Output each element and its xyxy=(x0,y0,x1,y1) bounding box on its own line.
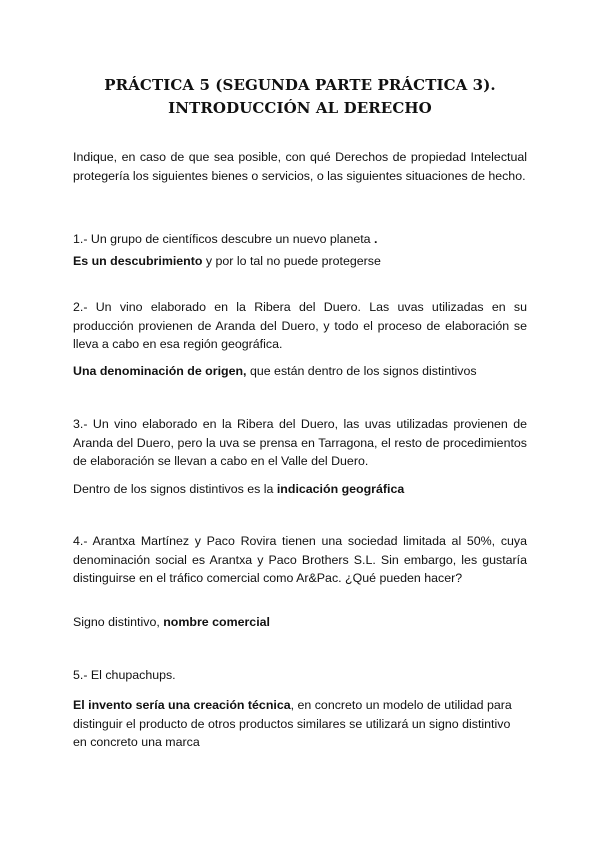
answer-1-rest: y por lo tal no puede protegerse xyxy=(202,254,381,268)
page-title-line-2: INTRODUCCIÓN AL DERECHO xyxy=(168,99,432,117)
answer-4 xyxy=(73,613,527,632)
intro-paragraph: Indique, en caso de que sea posible, con qué Derechos de propiedad Intelectual protegería los siguientes bienes o servicios, o las siguientes situaciones de hecho. xyxy=(73,150,527,183)
answer-3-pre: Dentro de los signos distintivos es la xyxy=(73,482,277,496)
question-4: 4.- Arantxa Martínez y Paco Rovira tienen una sociedad limitada al 50%, cuya denominación social es Arantxa y Paco Brothers S.L. Sin embargo, les gustaría distinguirse en el tráfico comercial como Ar&Pac. ¿Qué pueden hacer? xyxy=(73,534,527,585)
answer-5-rest: , en concreto un modelo de utilidad para distinguir el producto de otros productos similares se utilizará un signo distintivo en concreto una marca xyxy=(73,698,512,749)
question-5: 5.- El chupachups. xyxy=(73,668,176,682)
answer-3 xyxy=(73,480,527,499)
question-1-end: . xyxy=(374,232,378,246)
answer-1-bold: Es un descubrimiento xyxy=(73,254,203,268)
answer-4-bold: nombre comercial xyxy=(163,615,270,629)
answer-4-pre: Signo distintivo, xyxy=(73,615,164,629)
answer-3-bold: indicación geográfica xyxy=(276,482,405,496)
answer-5 xyxy=(73,696,527,752)
answer-1 xyxy=(73,252,527,271)
question-2: 2.- Un vino elaborado en la Ribera del Duero. Las uvas utilizadas en su producción provienen de Aranda del Duero, y todo el proceso de elaboración se lleva a cabo en esa región geográfica. xyxy=(73,300,527,351)
question-3: 3.- Un vino elaborado en la Ribera del Duero, las uvas utilizadas provienen de Aranda del Duero, pero la uva se prensa en Tarragona, el resto de procedimientos de elaboración se llevan a cabo en el Valle del Duero. xyxy=(73,417,527,468)
page-title-line-1: PRÁCTICA 5 (SEGUNDA PARTE PRÁCTICA 3). xyxy=(104,76,496,94)
answer-2-rest: que están dentro de los signos distintivos xyxy=(246,364,477,378)
answer-2 xyxy=(73,362,527,381)
question-1-text: 1.- Un grupo de científicos descubre un nuevo planeta xyxy=(73,232,371,246)
question-1 xyxy=(73,230,527,249)
answer-5-bold: El invento sería una creación técnica xyxy=(73,698,291,712)
answer-2-bold: Una denominación de origen, xyxy=(73,364,247,378)
